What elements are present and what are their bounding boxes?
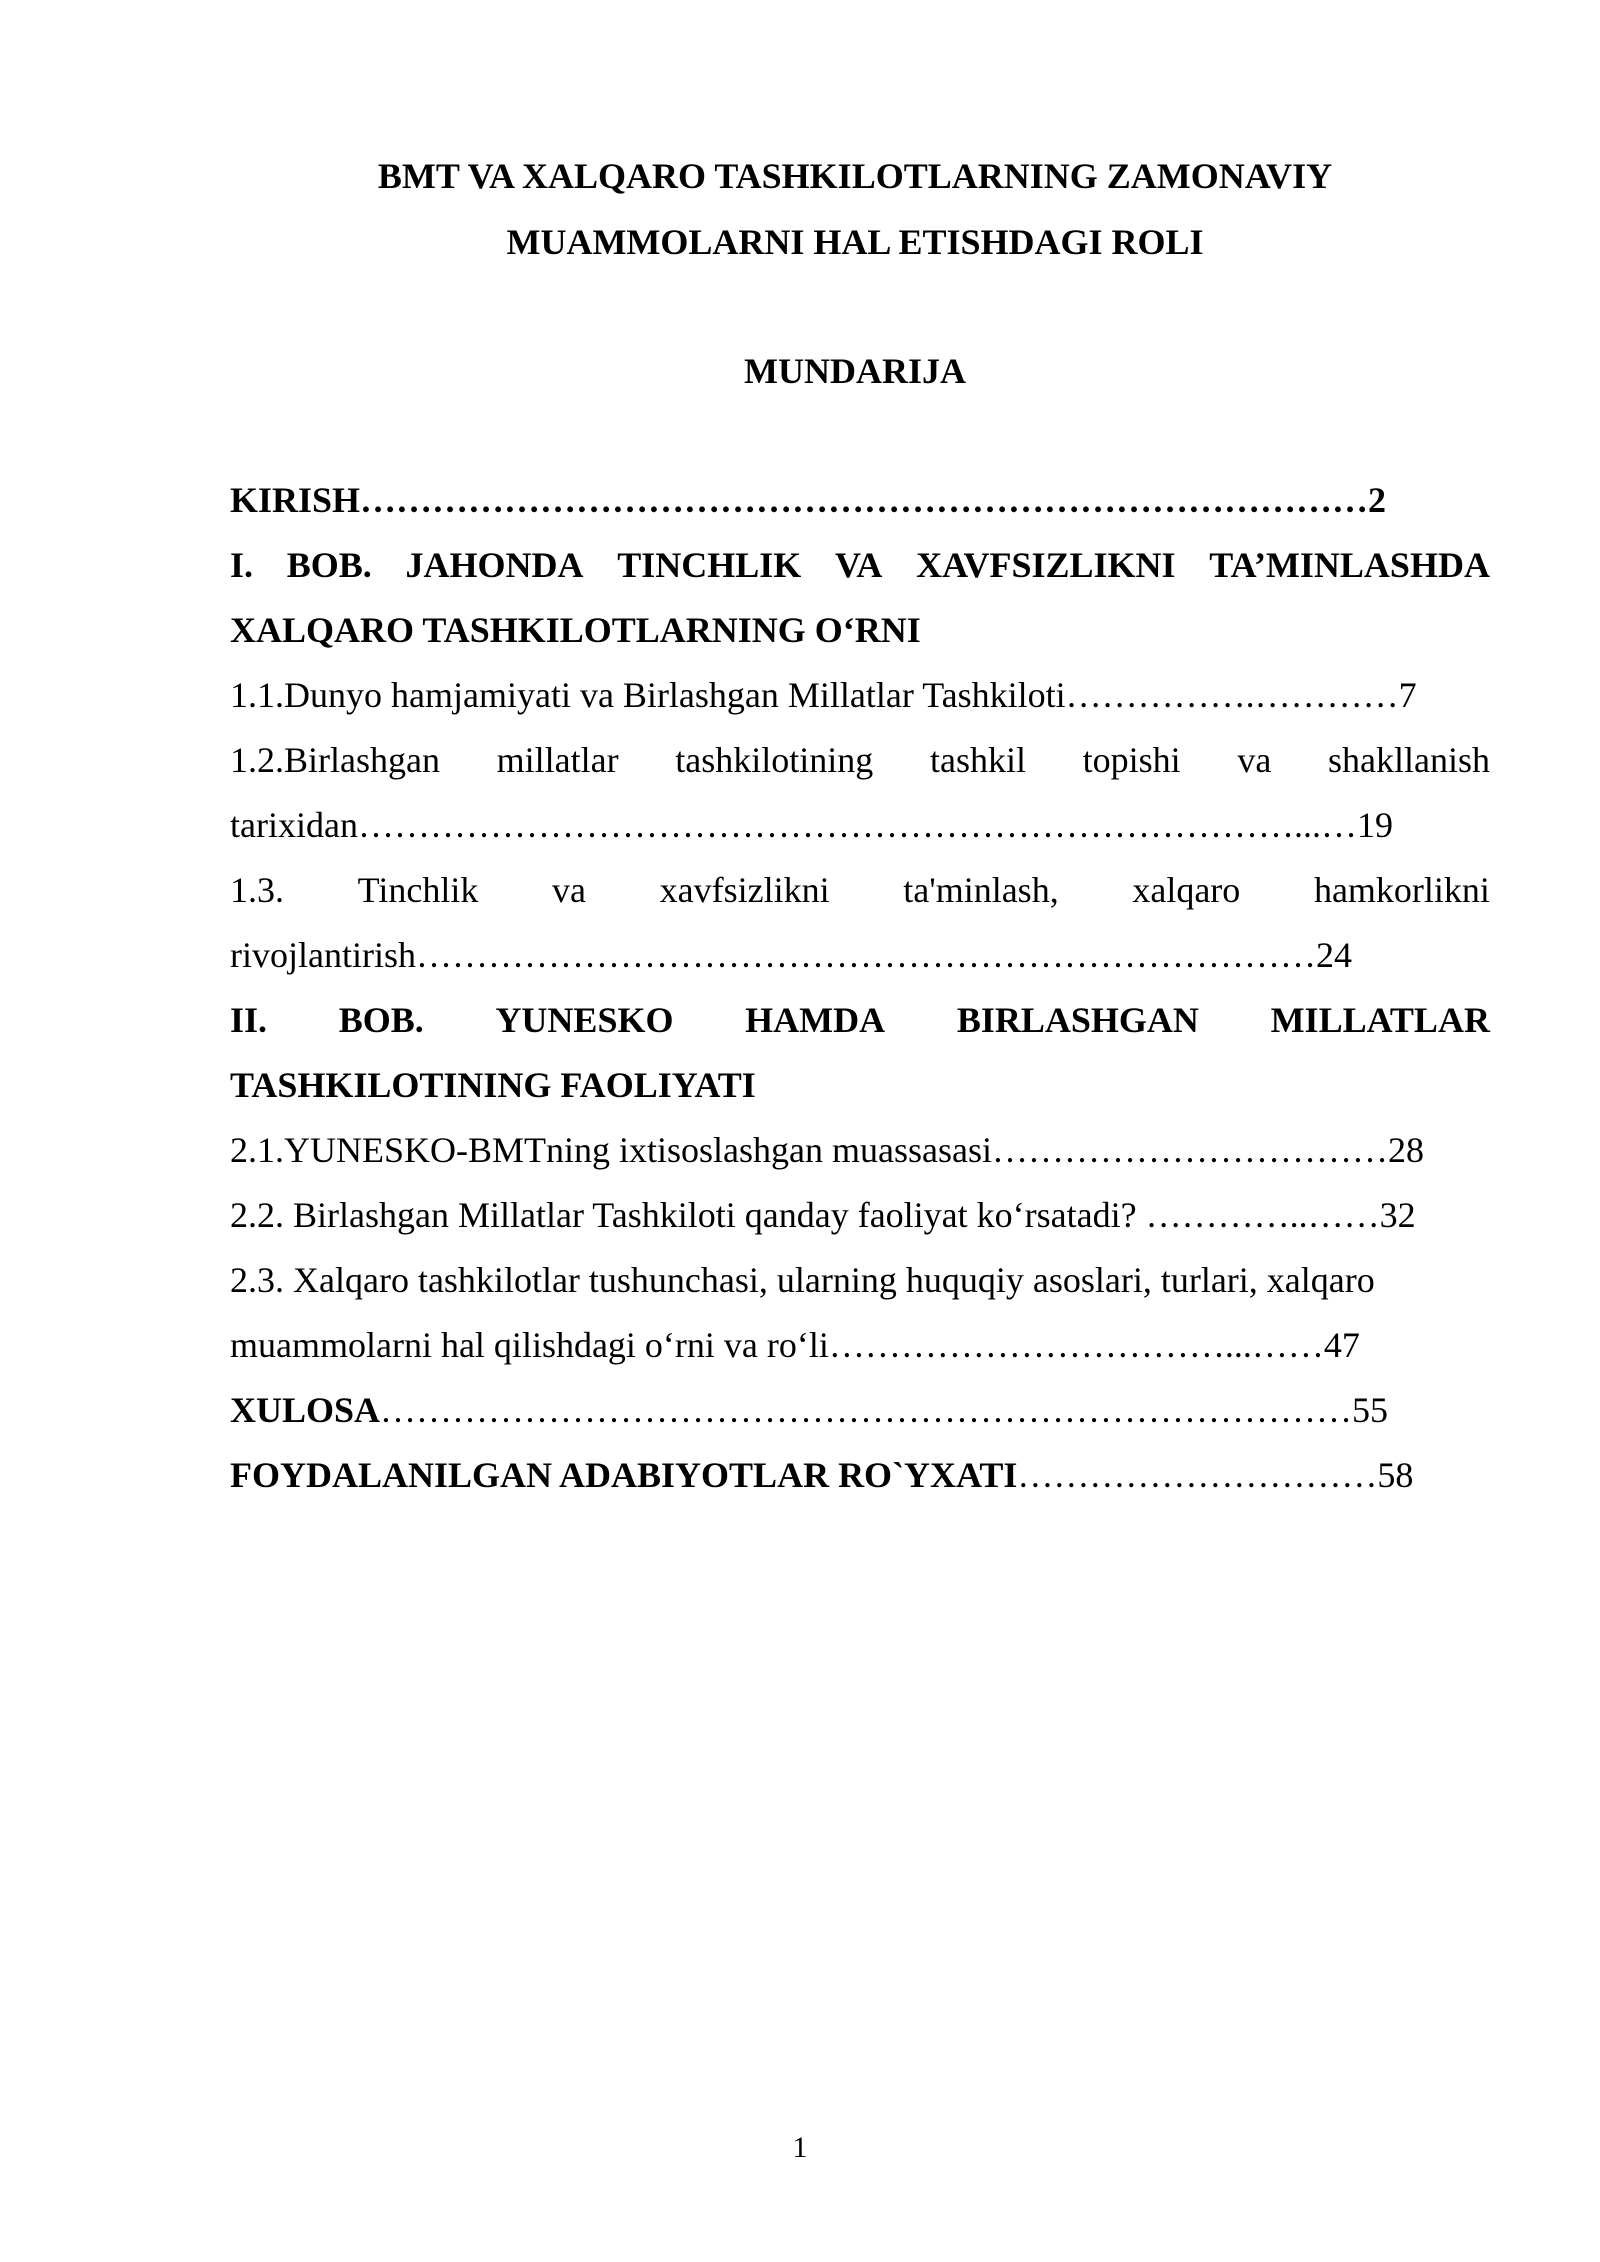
toc-entry-adabiyotlar-label: FOYDALANILGAN ADABIYOTLAR RO`YXATI xyxy=(230,1455,1018,1495)
toc-chapter-2-line-2: TASHKILOTINING FAOLIYATI xyxy=(230,1065,756,1105)
table-of-contents xyxy=(230,468,1490,1508)
toc-entry-1-3-line-1 xyxy=(230,858,1490,923)
toc-entry-kirish-text: KIRISH…………………………………………………………………………2 xyxy=(230,480,1387,520)
word: va xyxy=(1237,740,1272,780)
word: millatlar xyxy=(496,740,619,780)
toc-entry-2-1: 2.1.YUNESKO-BMTning ixtisoslashgan muassasasi……………………………28 xyxy=(230,1130,1424,1170)
word: xavfsizlikni xyxy=(659,870,830,910)
word: XAVFSIZLIKNI xyxy=(916,545,1176,585)
toc-entry-adabiyotlar-leader: …………………………58 xyxy=(1017,1455,1414,1495)
word: VA xyxy=(835,545,883,585)
word: ta'minlash, xyxy=(903,870,1059,910)
word: JAHONDA xyxy=(405,545,584,585)
word: BOB. xyxy=(338,1000,424,1040)
toc-entry-1-1: 1.1.Dunyo hamjamiyati va Birlashgan Millatlar Tashkiloti…………….…………7 xyxy=(230,675,1417,715)
word: HAMDA xyxy=(745,1000,886,1040)
word: II. xyxy=(230,1000,268,1040)
toc-chapter-1-line-1 xyxy=(230,533,1490,598)
title-line-1: BMT VA XALQARO TASHKILOTLARNING ZAMONAVIY xyxy=(377,156,1333,196)
word: BOB. xyxy=(286,545,372,585)
toc-entry-xulosa-leader: ………………………………………………………………………55 xyxy=(380,1390,1389,1430)
toc-chapter-1-line-2: XALQARO TASHKILOTLARNING O‘RNI xyxy=(230,610,921,650)
toc-entry-kirish xyxy=(230,468,1490,533)
toc-chapter-2-line-1 xyxy=(230,988,1490,1053)
title-line-2: MUAMMOLARNI HAL ETISHDAGI ROLI xyxy=(506,222,1204,262)
toc-entry-1-3-line-2: rivojlantirish…………………………………………………………………24 xyxy=(230,935,1352,975)
word: MILLATLAR xyxy=(1270,1000,1490,1040)
toc-heading: MUNDARIJA xyxy=(744,351,966,391)
word: YUNESKO xyxy=(495,1000,674,1040)
word: BIRLASHGAN xyxy=(956,1000,1199,1040)
word: va xyxy=(552,870,586,910)
word: 1.3. xyxy=(230,870,284,910)
word: I. xyxy=(230,545,254,585)
page-number: 1 xyxy=(792,2131,808,2164)
toc-entry-2-3-line-1: 2.3. Xalqaro tashkilotlar tushunchasi, ularning huquqiy asoslari, turlari, xalqaro xyxy=(230,1260,1375,1300)
word: topishi xyxy=(1082,740,1181,780)
toc-entry-1-2-line-1 xyxy=(230,728,1490,793)
toc-entry-adabiyotlar xyxy=(230,1443,1490,1508)
toc-entry-xulosa-label: XULOSA xyxy=(230,1390,381,1430)
word: TINCHLIK xyxy=(617,545,802,585)
word: 1.2.Birlashgan xyxy=(230,740,440,780)
toc-entry-2-2: 2.2. Birlashgan Millatlar Tashkiloti qanday faoliyat ko‘rsatadi? …………..……32 xyxy=(230,1195,1416,1235)
word: hamkorlikni xyxy=(1313,870,1490,910)
word: xalqaro xyxy=(1132,870,1241,910)
word: tashkilotining xyxy=(675,740,874,780)
document-title xyxy=(230,143,1480,275)
toc-entry-2-3-line-2: muammolarni hal qilishdagi o‘rni va ro‘li……………………………...……47 xyxy=(230,1325,1360,1365)
word: Tinchlik xyxy=(357,870,479,910)
word: tashkil xyxy=(929,740,1026,780)
word: TA’MINLASHDA xyxy=(1209,545,1490,585)
toc-entry-1-2-line-2: tarixidan……………………………………………………………………...…19 xyxy=(230,805,1393,845)
word: shakllanish xyxy=(1327,740,1490,780)
toc-entry-xulosa xyxy=(230,1378,1490,1443)
